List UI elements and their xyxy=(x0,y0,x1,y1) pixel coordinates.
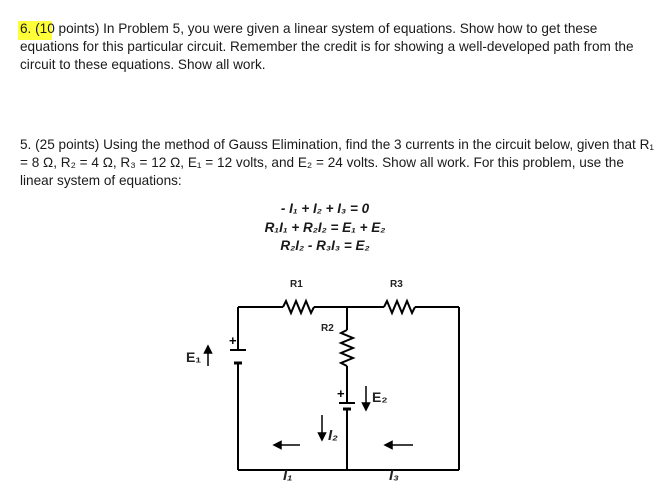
plus-sign-e2: + xyxy=(337,386,345,401)
label-e2: E₂ xyxy=(372,389,388,405)
equation-2: R₁I₁ + R₂I₂ = E₁ + E₂ xyxy=(264,219,386,235)
label-r2: R2 xyxy=(321,323,334,334)
label-i3: I₃ xyxy=(389,467,399,484)
resistor-r2 xyxy=(341,330,353,366)
equation-1: - I₁ + I₂ + I₃ = 0 xyxy=(280,201,370,216)
label-e1: E₁ xyxy=(186,349,202,365)
resistor-r1 xyxy=(283,301,314,313)
label-i2: I₂ xyxy=(328,427,338,444)
plus-sign-e1: + xyxy=(229,333,237,348)
label-i1: I₁ xyxy=(283,467,293,484)
label-r3: R3 xyxy=(390,279,403,290)
label-r1: R1 xyxy=(290,279,303,290)
arrow-i2-head xyxy=(319,433,326,440)
problem-5-paragraph: 5. (25 points) Using the method of Gauss Elimination, find the 3 currents in the circuit below, given that R₁ = 8 Ω, R₂ = 4 Ω, R₃ = 12 Ω, E₁ = 12 volts, and E₂ = 24 volts. Show all work. For this problem, use the linear system of equations: xyxy=(20,137,655,188)
arrow-i3-head xyxy=(385,442,392,449)
problem-6-number: 6. xyxy=(20,21,32,36)
arrow-e1-head xyxy=(205,346,212,353)
resistor-r3 xyxy=(384,301,415,313)
arrow-i1-head xyxy=(274,442,281,449)
arrow-e2-head xyxy=(363,403,370,410)
equation-3: R₂I₂ - R₃I₃ = E₂ xyxy=(280,238,370,253)
problem-6-text: (10 points) In Problem 5, you were given a linear system of equations. Show how to get these equations for this particular circuit. Remember the credit is for showing a well-developed path from the circuit to these equations. Show all work. xyxy=(20,21,634,72)
